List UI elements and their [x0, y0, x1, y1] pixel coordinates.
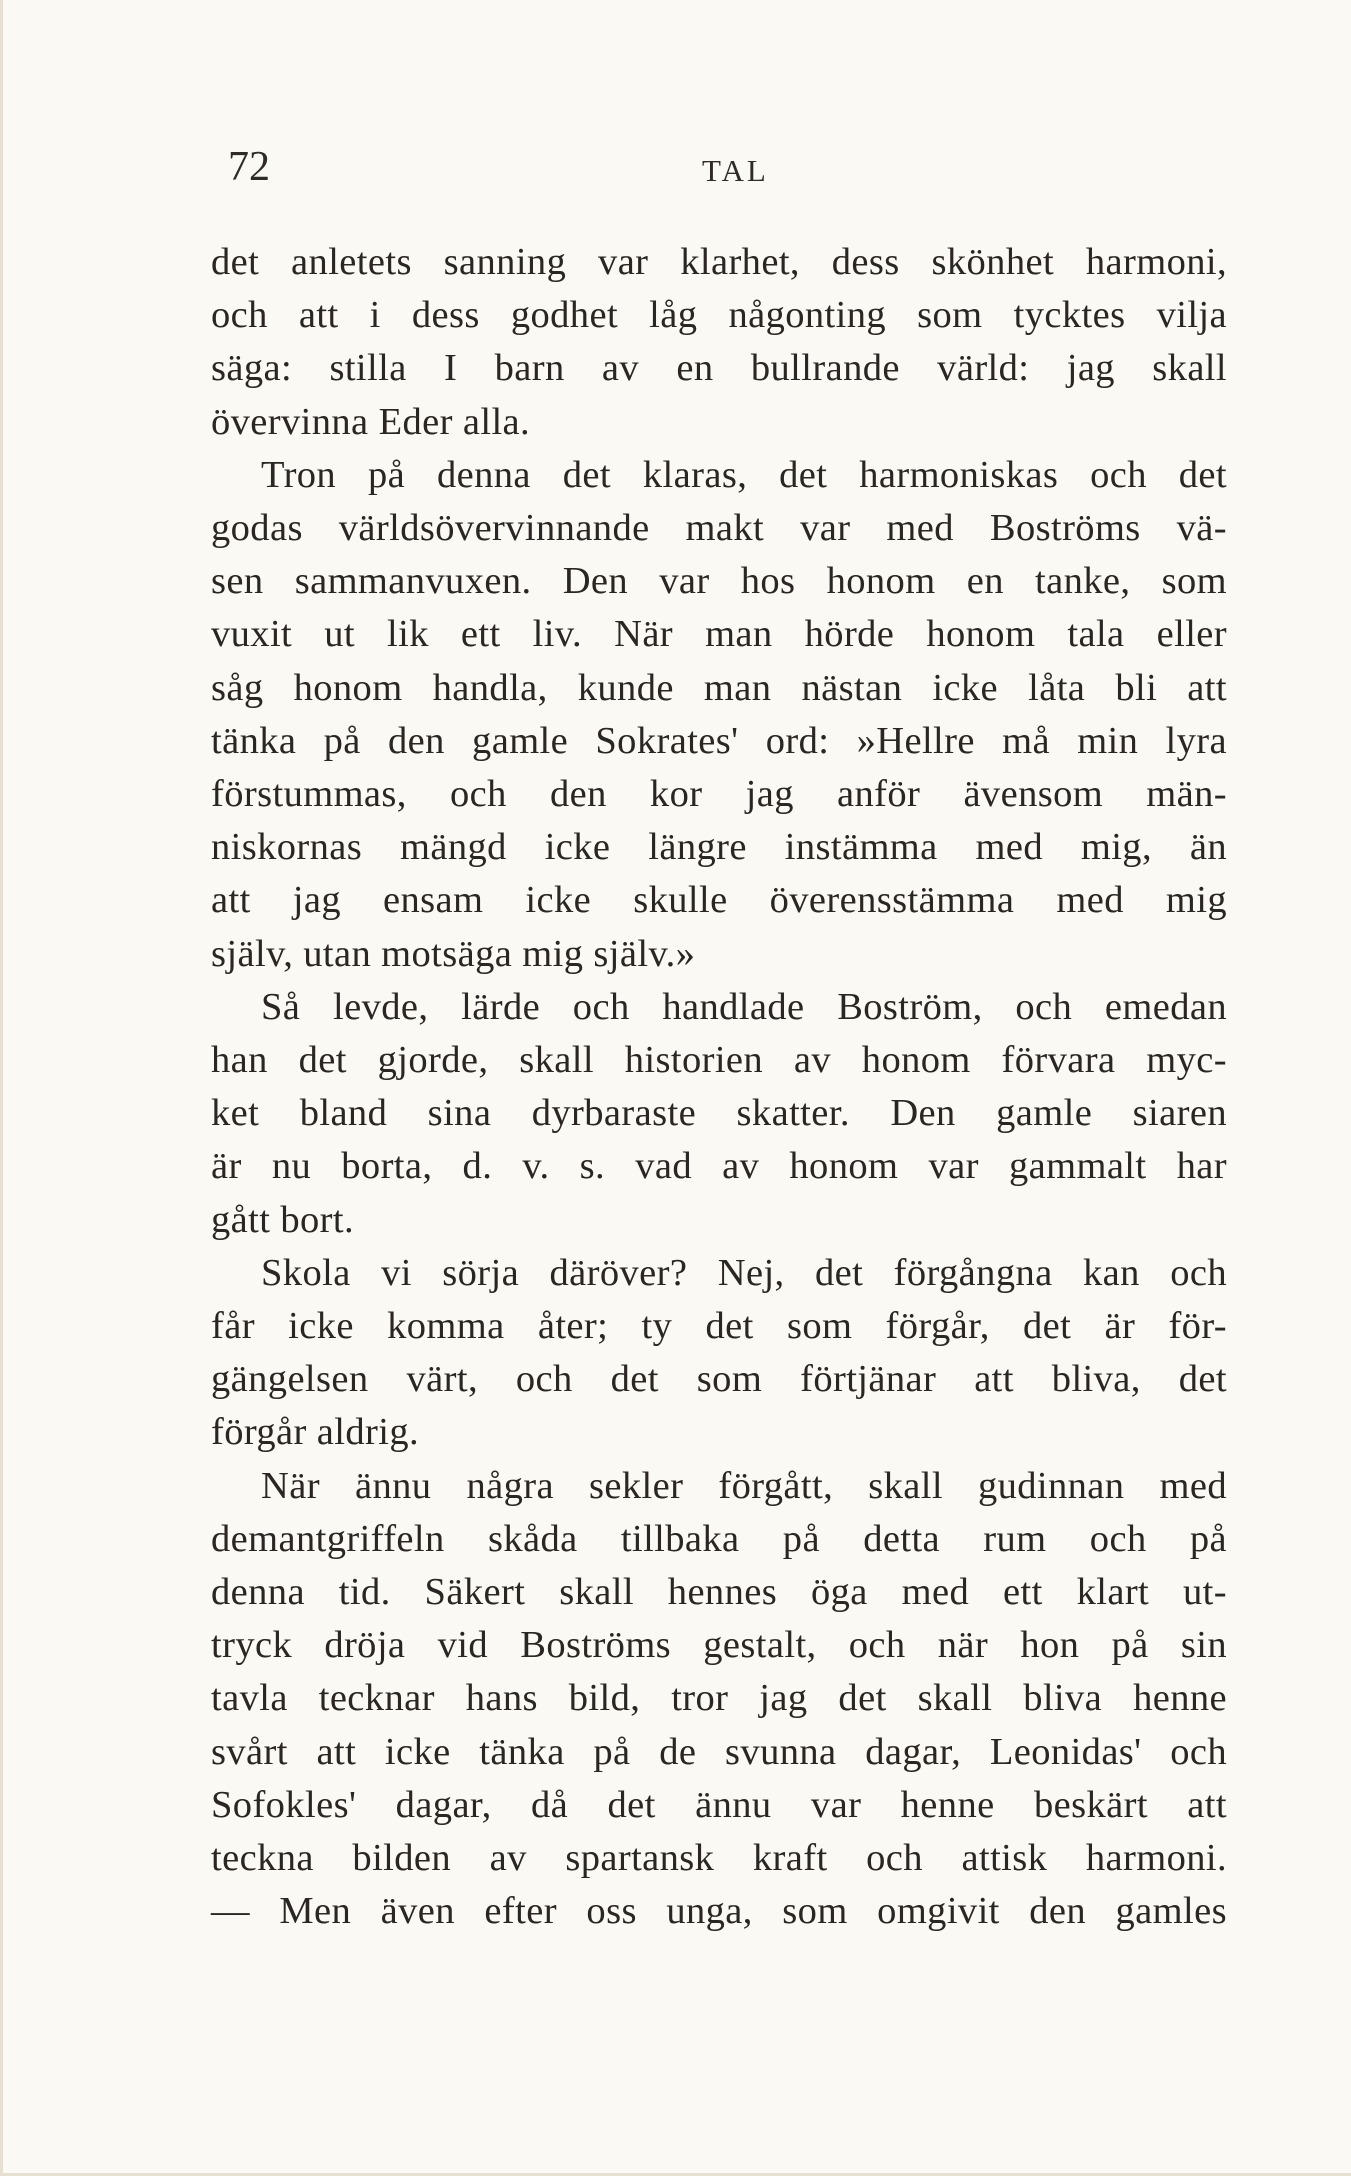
text-line: såg honom handla, kunde man nästan icke låta bli att: [211, 666, 1227, 709]
text-line: Tron på denna det klaras, det harmoniskas och det: [261, 453, 1227, 496]
text-line: Skola vi sörja däröver? Nej, det förgångna kan och: [261, 1251, 1227, 1294]
text-line: vuxit ut lik ett liv. När man hörde honom tala eller: [211, 613, 1227, 656]
text-line: demantgriffeln skåda tillbaka på detta rum och på: [211, 1517, 1227, 1560]
text-line: gått bort.: [211, 1198, 354, 1241]
text-line: själv, utan motsäga mig själv.»: [211, 932, 696, 975]
text-line: säga: stilla I barn av en bullrande värld: jag skall: [211, 347, 1227, 390]
body-text: [211, 236, 1227, 1939]
text-line: han det gjorde, skall historien av honom förvara myc-: [211, 1039, 1227, 1082]
text-line: teckna bilden av spartansk kraft och attisk harmoni.: [211, 1837, 1227, 1880]
text-line: tavla tecknar hans bild, tror jag det skall bliva henne: [211, 1677, 1227, 1720]
text-line: När ännu några sekler förgått, skall gudinnan med: [261, 1464, 1227, 1507]
text-line: gängelsen värt, och det som förtjänar att bliva, det: [211, 1358, 1227, 1401]
text-line: förstummas, och den kor jag anför ävensom män-: [211, 773, 1227, 816]
text-line: förgår aldrig.: [211, 1411, 420, 1454]
running-head-title: TAL: [702, 153, 769, 188]
text-line: det anletets sanning var klarhet, dess skönhet harmoni,: [211, 241, 1227, 283]
running-head: [228, 143, 1351, 193]
text-line: — Men även efter oss unga, som omgivit den gamles: [211, 1890, 1227, 1933]
text-line: och att i dess godhet låg någonting som tycktes vilja: [211, 294, 1227, 337]
page-number: 72: [228, 144, 270, 190]
text-line: tänka på den gamle Sokrates' ord: »Hellre må min lyra: [211, 719, 1227, 762]
text-line: får icke komma åter; ty det som förgår, det är för-: [211, 1305, 1227, 1348]
text-line: tryck dröja vid Boströms gestalt, och när hon på sin: [211, 1624, 1227, 1667]
text-line: ket bland sina dyrbaraste skatter. Den gamle siaren: [211, 1092, 1227, 1135]
text-line: övervinna Eder alla.: [211, 400, 531, 443]
text-line: godas världsövervinnande makt var med Boströms vä-: [211, 507, 1227, 550]
text-line: Sofokles' dagar, då det ännu var henne beskärt att: [211, 1783, 1227, 1826]
text-line: är nu borta, d. v. s. vad av honom var gammalt har: [211, 1145, 1227, 1188]
text-line: Så levde, lärde och handlade Boström, och emedan: [261, 985, 1227, 1028]
text-line: att jag ensam icke skulle överensstämma med mig: [211, 879, 1227, 922]
text-line: niskornas mängd icke längre instämma med mig, än: [211, 826, 1227, 869]
text-line: sen sammanvuxen. Den var hos honom en tanke, som: [211, 560, 1227, 603]
text-line: svårt att icke tänka på de svunna dagar, Leonidas' och: [211, 1730, 1227, 1773]
text-line: denna tid. Säkert skall hennes öga med ett klart ut-: [211, 1571, 1227, 1614]
